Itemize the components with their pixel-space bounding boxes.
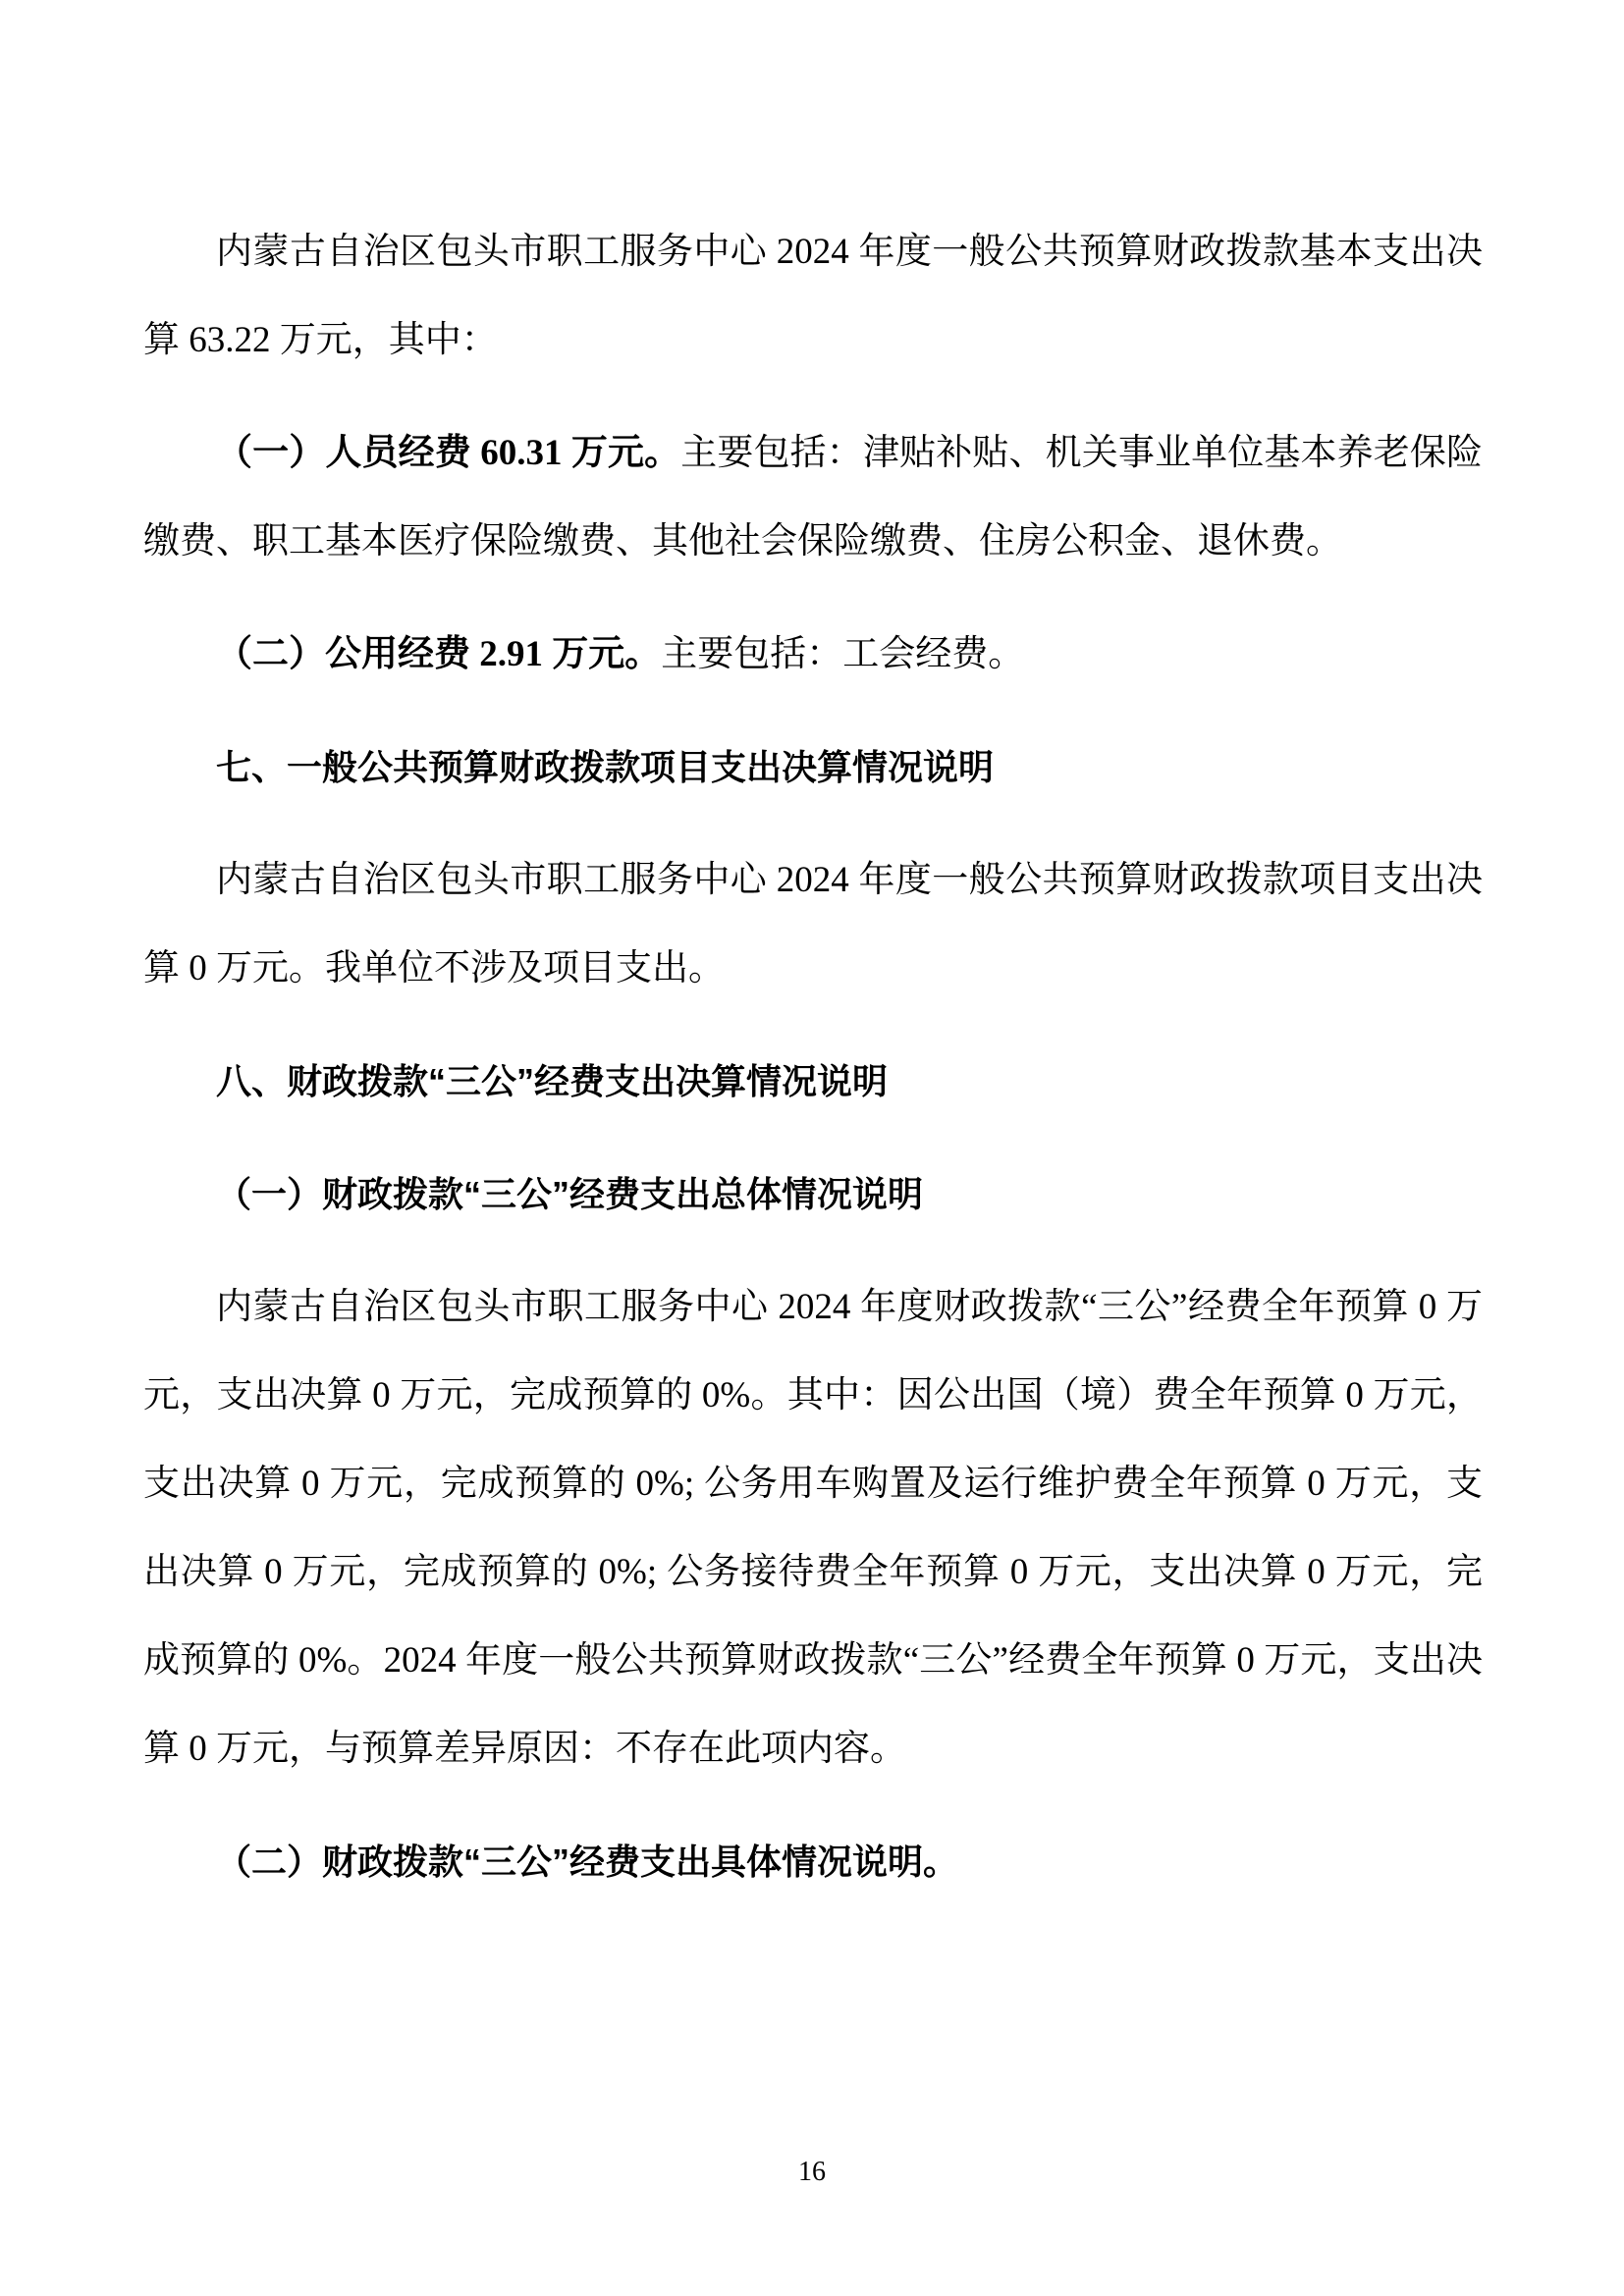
- heading-section-8-sub-1: （一）财政拨款“三公”经费支出总体情况说明: [216, 1174, 924, 1214]
- heading-section-8: 八、财政拨款“三公”经费支出决算情况说明: [216, 1061, 889, 1101]
- page-number: 16: [798, 2157, 826, 2187]
- para-public-funds-detail: 主要包括：工会经费。: [661, 634, 1025, 674]
- para-public-funds-lead: （二）公用经费 2.91 万元。: [216, 634, 662, 674]
- para-personnel-expense: [143, 409, 1483, 586]
- document-content: [143, 208, 1483, 1931]
- para-personnel-expense-lead: （一）人员经费 60.31 万元。: [216, 433, 681, 473]
- heading-section-7: 七、一般公共预算财政拨款项目支出决算情况说明: [216, 747, 995, 787]
- para-three-public-expense: 内蒙古自治区包头市职工服务中心 2024 年度财政拨款“三公”经费全年预算 0 万元，支出决算 0 万元，完成预算的 0%。其中：因公出国（境）费全年预算 0 万元，支出决算 0 万元，完成预算的 0%; 公务用车购置及运行维护费全年预算 0 万元，支出决算 0 万元，完成预算的 0%; 公务接待费全年预算 0 万元，支出决算 0 万元，完成预算的 0%。2024 年度一般公共预算财政拨款“三公”经费全年预算 0 万元，支出决算 0 万元，与预算差异原因：不存在此项内容。: [143, 1287, 1483, 1769]
- para-personnel-expense-detail: 主要包括：津贴补贴、机关事业单位基本养老保险缴费、职工基本医疗保险缴费、其他社会保险缴费、住房公积金、退休费。: [143, 433, 1484, 561]
- para-public-funds: [143, 611, 1483, 699]
- heading-section-8-sub-2: （二）财政拨款“三公”经费支出具体情况说明。: [216, 1842, 959, 1882]
- para-basic-expense: 内蒙古自治区包头市职工服务中心 2024 年度一般公共预算财政拨款基本支出决算 63.22 万元，其中：: [143, 232, 1483, 360]
- para-project-expense: 内蒙古自治区包头市职工服务中心 2024 年度一般公共预算财政拨款项目支出决算 0 万元。我单位不涉及项目支出。: [143, 860, 1483, 988]
